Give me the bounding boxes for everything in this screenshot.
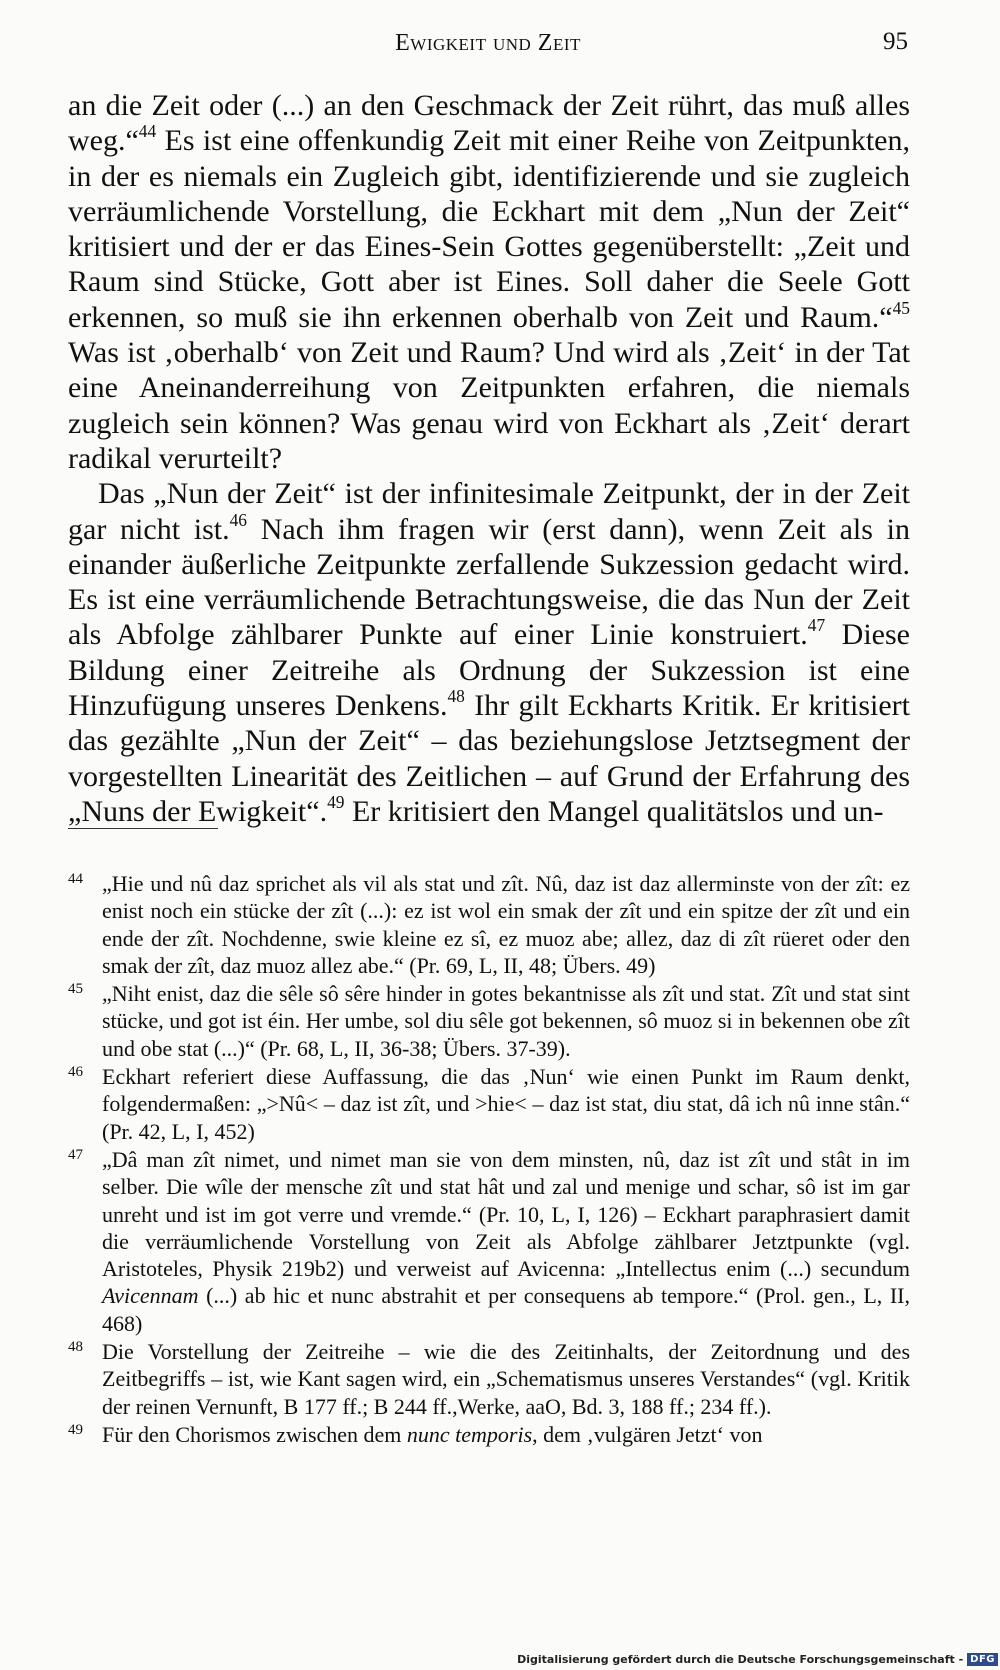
footnote-46 (68, 1063, 910, 1145)
footnote-ref-48[interactable]: 48 (447, 686, 465, 706)
italic-text: nunc temporis (406, 1421, 533, 1447)
text-span: , dem ‚vulgären Jetzt‘ von (532, 1421, 763, 1447)
text-span: Für den Chorismos zwischen dem (102, 1421, 407, 1447)
text-span: Nach ihm fragen wir (erst dann), wenn Zeit als in einander äußerliche Zeitpunkte zerfallende Sukzession gedacht wird. Es ist eine verräumlichende Betrachtungsweise, die das Nun der Zeit als Abfolge zählbarer Punkte auf einer Linie konstruiert. (68, 512, 910, 652)
footnote-text (102, 1421, 910, 1448)
text-span: Das „Nun der Zeit“ ist der infinitesimale Zeitpunkt, der in der Zeit gar nicht ist. (68, 477, 910, 546)
footnote-number: 49 (68, 1421, 83, 1438)
footnote-number: 45 (68, 981, 83, 998)
text-span: Er kritisiert den Mangel qualitätslos und un- (344, 794, 884, 828)
text-span: Es ist eine offenkundig Zeit mit einer Reihe von Zeitpunkten, in der es niemals ein Zugleich gibt, identifizierende und sie zugleich verräumlichende Vorstellung, die Eckhart mit dem „Nun der Zeit“ kritisiert und der er das Eines-Sein Gottes gegenüberstellt: „Zeit und Raum sind Stücke, Gott aber ist Eines. Soll daher die Seele Gott erkennen, so muß sie ihn erkennen oberhalb von Zeit und Raum.“ (68, 124, 910, 334)
footnote-text: Eckhart referiert diese Auffassung, die das ‚Nun‘ wie einen Punkt im Raum denkt, folgendermaßen: „>Nû< – daz ist zît, und >hie< – daz ist stat, diu stat, dâ ich nû inne stân.“ (Pr. 42, L, I, 452) (102, 1064, 910, 1144)
footnote-ref-45[interactable]: 45 (892, 297, 910, 318)
running-title (68, 30, 908, 57)
digitization-footer (517, 1653, 998, 1666)
main-text (68, 88, 910, 829)
footnote-ref-46[interactable]: 46 (229, 509, 247, 530)
footnote-ref-47[interactable]: 47 (807, 615, 826, 636)
footnotes (68, 870, 910, 1449)
page-number: 95 (883, 28, 908, 55)
footnote-number: 44 (68, 871, 83, 887)
footnote-text (102, 1146, 910, 1337)
footnote-ref-49[interactable]: 49 (327, 791, 345, 812)
footer-text: Digitalisierung gefördert durch die Deutsche Forschungsgemeinschaft - (517, 1653, 964, 1666)
footnote-text: Die Vorstellung der Zeitreihe – wie die des Zeitinhalts, der Zeitordnung und des Zeitbegriffs – ist, wie Kant sagen wird, ein „Schematismus unseres Verstandes“ (vgl. Kritik der reinen Vernunft, B 177 ff.; B 244 ff.,Werke, aaO, Bd. 3, 188 ff.; 234 ff.). (102, 1339, 910, 1419)
footnote-48 (68, 1338, 910, 1420)
footnote-number: 48 (68, 1339, 83, 1356)
footnote-45 (68, 980, 910, 1062)
text-span: Ihr gilt Eckharts Kritik. Er kritisiert das gezählte „Nun der Zeit“ – das beziehungslose Jetztsegment der vorgestellten Linearität des Zeitlichen – auf Grund der Erfahrung des „Nuns der Ewigkeit“. (68, 689, 911, 828)
dfg-logo: DFG (967, 1653, 998, 1666)
footnote-text: „Hie und nû daz sprichet als vil als stat und zît. Nû, daz ist daz allerminste von der zît: ez enist noch ein stücke der zît (...): ez ist wol ein smak der zît und ein spitze der zît und ein ende der zît. Nochdenne, swie kleine ez sî, ez muoz abe; allez, daz di zît rüeret oder den smak der zît, daz muoz allez abe.“ (Pr. 69, L, II, 48; Übers. 49) (102, 871, 910, 978)
footnote-separator (68, 828, 218, 829)
footnote-ref-44[interactable]: 44 (138, 121, 157, 142)
text-span: Diese Bildung einer Zeitreihe als Ordnung der Sukzession ist eine Hinzufügung unseres Denkens. (68, 618, 910, 723)
text-span: „Dâ man zît nimet, und nimet man sie von dem minsten, nû, daz ist zît und stât in im selber. Die wîle der mensche zît und stat hât und zal und menige und schar, sô ist im gar unreht und ist im got verre und vremde.“ (Pr. 10, L, I, 126) – Eckhart paraphrasiert damit die verräumlichende Vorstellung von Zeit als Abfolge zählbarer Jetztpunkte (vgl. Aristoteles, Physik 219b2) und verweist auf Avicenna: „Intellectus enim (...) secundum (102, 1146, 910, 1282)
footnote-47 (68, 1146, 910, 1337)
footnote-text: „Niht enist, daz die sêle sô sêre hinder in gotes bekantnisse als zît und stat. Zît und stat sint stücke, und got ist éin. Her umbe, sol diu sêle got bekennen, sô muoz si in bekennen obe zît und obe stat (...)“ (Pr. 68, L, II, 36-38; Übers. 37-39). (102, 981, 910, 1061)
text-span: (...) ab hic et nunc abstrahit et per consequens ab tempore.“ (Prol. gen., L, II, 468) (102, 1283, 910, 1336)
footnote-number: 47 (68, 1146, 83, 1163)
paragraph-2 (68, 476, 910, 829)
text-span: Was ist ‚oberhalb‘ von Zeit und Raum? Und wird als ‚Zeit‘ in der Tat eine Aneinanderreihung von Zeitpunkten erfahren, die niemals zugleich sein können? Was genau wird von Eckhart als ‚Zeit‘ derart radikal verurteilt? (68, 336, 910, 475)
running-header (68, 24, 908, 64)
footnote-49 (68, 1421, 910, 1448)
paragraph-1 (68, 88, 910, 476)
footnote-number: 46 (68, 1064, 83, 1081)
text-span: an die Zeit oder (...) an den Geschmack der Zeit rührt, das muß alles weg.“ (68, 89, 910, 158)
footnote-44 (68, 870, 910, 979)
running-title-text: Ewigkeit und Zeit (395, 30, 581, 56)
italic-text: Avicennam (102, 1283, 199, 1309)
